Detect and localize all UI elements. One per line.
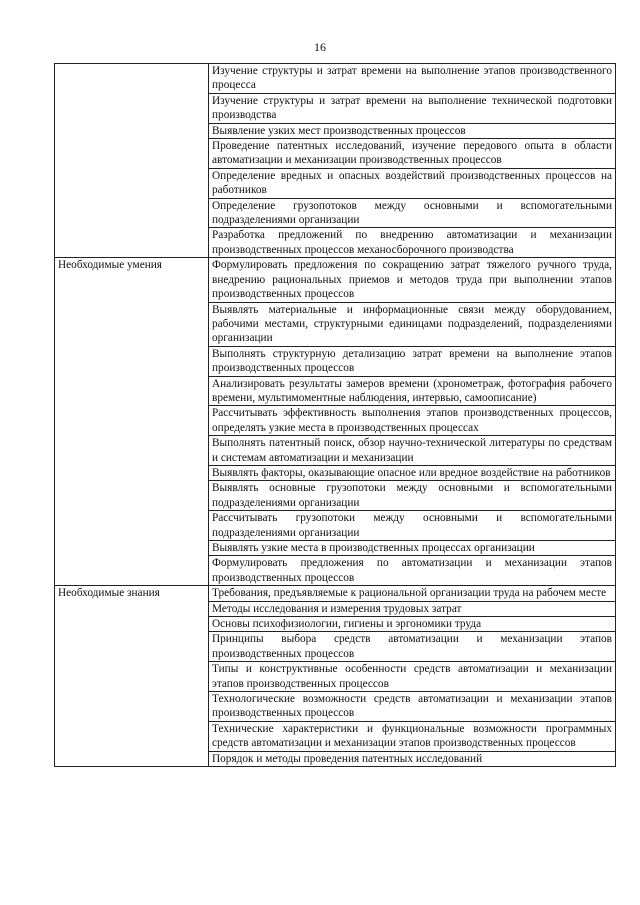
required-knowledge-item: Принципы выбора средств автоматизации и механизации этапов производственных процессов <box>209 632 616 662</box>
required-skills-item: Выполнять патентный поиск, обзор научно-технической литературы по средствам и системам автоматизации и механизации <box>209 436 616 466</box>
required-knowledge-item: Основы психофизиологии, гигиены и эргономики труда <box>209 617 616 632</box>
required-knowledge-item: Требования, предъявляемые к рациональной организации труда на рабочем месте <box>209 586 616 601</box>
work-actions-item: Изучение структуры и затрат времени на выполнение этапов производственного процесса <box>209 64 616 94</box>
required-skills-item: Выполнять структурную детализацию затрат времени на выполнение этапов производственных процессов <box>209 346 616 376</box>
required-skills-item: Рассчитывать грузопотоки между основными и вспомогательными подразделениями организации <box>209 511 616 541</box>
required-skills-item: Формулировать предложения по автоматизации и механизации этапов производственных процессов <box>209 556 616 586</box>
table-row <box>55 586 616 601</box>
required-skills-item: Формулировать предложения по сокращению затрат тяжелого ручного труда, внедрению рациональных приемов и методов труда при выполнении этапов производственных процессов <box>209 258 616 302</box>
work-actions-item: Определение грузопотоков между основными и вспомогательными подразделениями организации <box>209 198 616 228</box>
table-row <box>55 64 616 94</box>
required-skills-item: Выявлять узкие места в производственных процессах организации <box>209 541 616 556</box>
required-skills-item: Выявлять материальные и информационные связи между оборудованием, рабочими местами, структурными единицами подразделений, подразделениями организации <box>209 302 616 346</box>
required-knowledge-item: Типы и конструктивные особенности средств автоматизации и механизации этапов производственных процессов <box>209 662 616 692</box>
table-row <box>55 258 616 302</box>
required-knowledge-item: Методы исследования и измерения трудовых затрат <box>209 601 616 616</box>
required-skills-item: Анализировать результаты замеров времени (хронометраж, фотография рабочего времени, мультимоментные наблюдения, интервью, самоописание) <box>209 376 616 406</box>
page-number: 16 <box>314 40 326 54</box>
required-knowledge-item: Порядок и методы проведения патентных исследований <box>209 751 616 766</box>
work-actions-item: Разработка предложений по внедрению автоматизации и механизации производственных процессов механосборочного производства <box>209 228 616 258</box>
work-actions-item: Выявление узких мест производственных процессов <box>209 123 616 138</box>
required-skills-item: Выявлять факторы, оказывающие опасное или вредное воздействие на работников <box>209 465 616 480</box>
required-knowledge-item: Технические характеристики и функциональные возможности программных средств автоматизации и механизации этапов производственных процессов <box>209 721 616 751</box>
work-actions-item: Изучение структуры и затрат времени на выполнение технической подготовки производства <box>209 93 616 123</box>
requirements-table <box>54 63 616 767</box>
required-skills-item: Рассчитывать эффективность выполнения этапов производственных процессов, определять узкие места в производственных процессах <box>209 406 616 436</box>
required-knowledge-label: Необходимые знания <box>55 586 209 767</box>
work-actions-item: Проведение патентных исследований, изучение передового опыта в области автоматизации и механизации производственных процессов <box>209 139 616 169</box>
work-actions-label <box>55 64 209 258</box>
required-skills-item: Выявлять основные грузопотоки между основными и вспомогательными подразделениями организации <box>209 481 616 511</box>
required-skills-label: Необходимые умения <box>55 258 209 586</box>
required-knowledge-item: Технологические возможности средств автоматизации и механизации этапов производственных процессов <box>209 692 616 722</box>
work-actions-item: Определение вредных и опасных воздействий производственных процессов на работников <box>209 168 616 198</box>
